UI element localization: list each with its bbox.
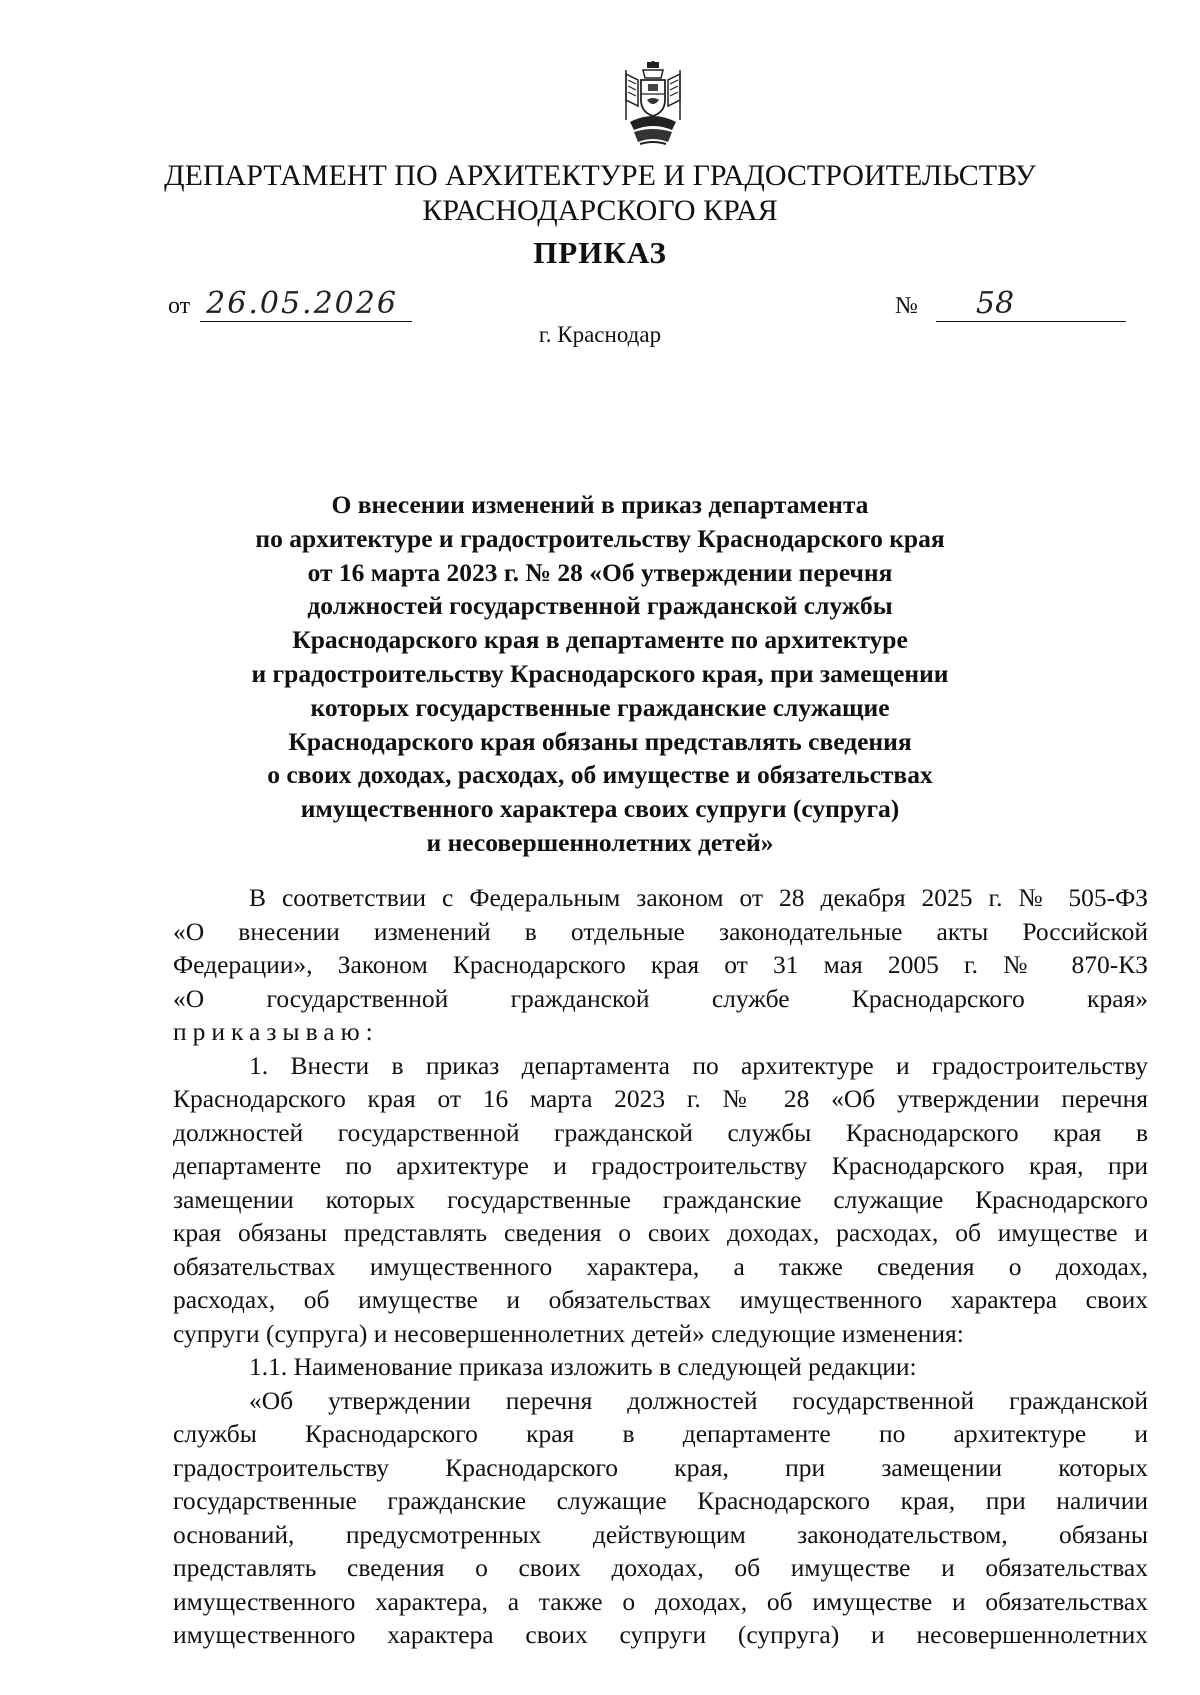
body-line: департаменте по архитектуре и градостроительству Краснодарского края, при <box>173 1151 1148 1180</box>
date-field <box>168 286 412 322</box>
title-line: от 16 марта 2023 г. № 28 «Об утверждении перечня <box>307 557 893 587</box>
title-line: имущественного характера своих супруги (супруга) <box>300 794 900 824</box>
coat-of-arms-icon <box>616 60 690 150</box>
number-value: 58 <box>936 286 1126 322</box>
body-line: имущественного характера, а также о доходах, об имуществе и обязательствах <box>173 1586 1148 1616</box>
title-line: по архитектуре и градостроительству Краснодарского края <box>255 523 945 553</box>
department-name <box>150 158 1050 228</box>
title-line: о своих доходах, расходах, об имуществе и обязательствах <box>267 760 933 790</box>
body-line: обязательствах имущественного характера, а также сведения о доходах, <box>173 1251 1148 1281</box>
title-line: О внесении изменений в приказ департамента <box>331 490 869 519</box>
body-line: замещении которых государственные гражданские служащие Краснодарского <box>173 1184 1148 1214</box>
document-title <box>200 488 1000 860</box>
body-line: В соответствии с Федеральным законом от 28 декабря 2025 г. № 505-ФЗ <box>249 883 1148 912</box>
body-line: края обязаны представлять сведения о своих доходах, расходах, об имуществе и <box>173 1218 1148 1247</box>
body-line: имущественного характера своих супруги (супруга) и несовершеннолетних <box>173 1620 1148 1649</box>
title-line: Краснодарского края в департаменте по архитектуре <box>292 625 908 655</box>
body-line: супруги (супруга) и несовершеннолетних детей» следующие изменения: <box>173 1318 964 1348</box>
document-type: ПРИКАЗ <box>533 235 667 270</box>
title-line: и градостроительству Краснодарского края, при замещении <box>251 658 949 688</box>
body-line: Федерации», Законом Краснодарского края от 31 мая 2005 г. № 870-КЗ <box>173 950 1148 979</box>
title-line: и несовершеннолетних детей» <box>426 827 774 857</box>
department-line-1: ДЕПАРТАМЕНТ ПО АРХИТЕКТУРЕ И ГРАДОСТРОИТЕЛЬСТВУ <box>164 159 1036 192</box>
body-line: представлять сведения о своих доходах, об имуществе и обязательствах <box>173 1553 1148 1582</box>
body-line: приказываю: <box>173 1017 379 1046</box>
body-line: «О внесении изменений в отдельные законодательные акты Российской <box>173 916 1148 946</box>
body-line: «О государственной гражданской службе Краснодарского края» <box>173 983 1148 1013</box>
title-line: Краснодарского края обязаны представлять сведения <box>288 726 912 756</box>
number-prefix: № <box>895 293 918 319</box>
body-line: должностей государственной гражданской службы Краснодарского края в <box>173 1117 1148 1147</box>
body-line: 1. Внести в приказ департамента по архитектуре и градостроительству <box>249 1050 1148 1080</box>
document-body <box>173 881 1148 1652</box>
body-line: 1.1. Наименование приказа изложить в следующей редакции: <box>249 1352 917 1381</box>
body-line: службы Краснодарского края в департаменте по архитектуре и <box>173 1419 1148 1448</box>
number-field <box>895 286 1126 322</box>
date-prefix: от <box>168 293 191 319</box>
body-line: «Об утверждении перечня должностей государственной гражданской <box>249 1385 1148 1415</box>
department-line-2: КРАСНОДАРСКОГО КРАЯ <box>422 194 778 227</box>
title-line: должностей государственной гражданской службы <box>307 591 893 621</box>
body-line: градостроительству Краснодарского края, при замещении которых <box>173 1452 1148 1482</box>
title-line: которых государственные гражданские служащие <box>310 692 890 722</box>
body-line: Краснодарского края от 16 марта 2023 г. № 28 «Об утверждении перечня <box>173 1084 1148 1113</box>
body-line: расходах, об имуществе и обязательствах имущественного характера своих <box>173 1285 1148 1314</box>
date-value: 26.05.2026 <box>200 286 412 322</box>
city: г. Краснодар <box>538 322 662 347</box>
body-line: оснований, предусмотренных действующим законодательством, обязаны <box>173 1519 1148 1549</box>
body-line: государственные гражданские служащие Краснодарского края, при наличии <box>173 1486 1148 1515</box>
